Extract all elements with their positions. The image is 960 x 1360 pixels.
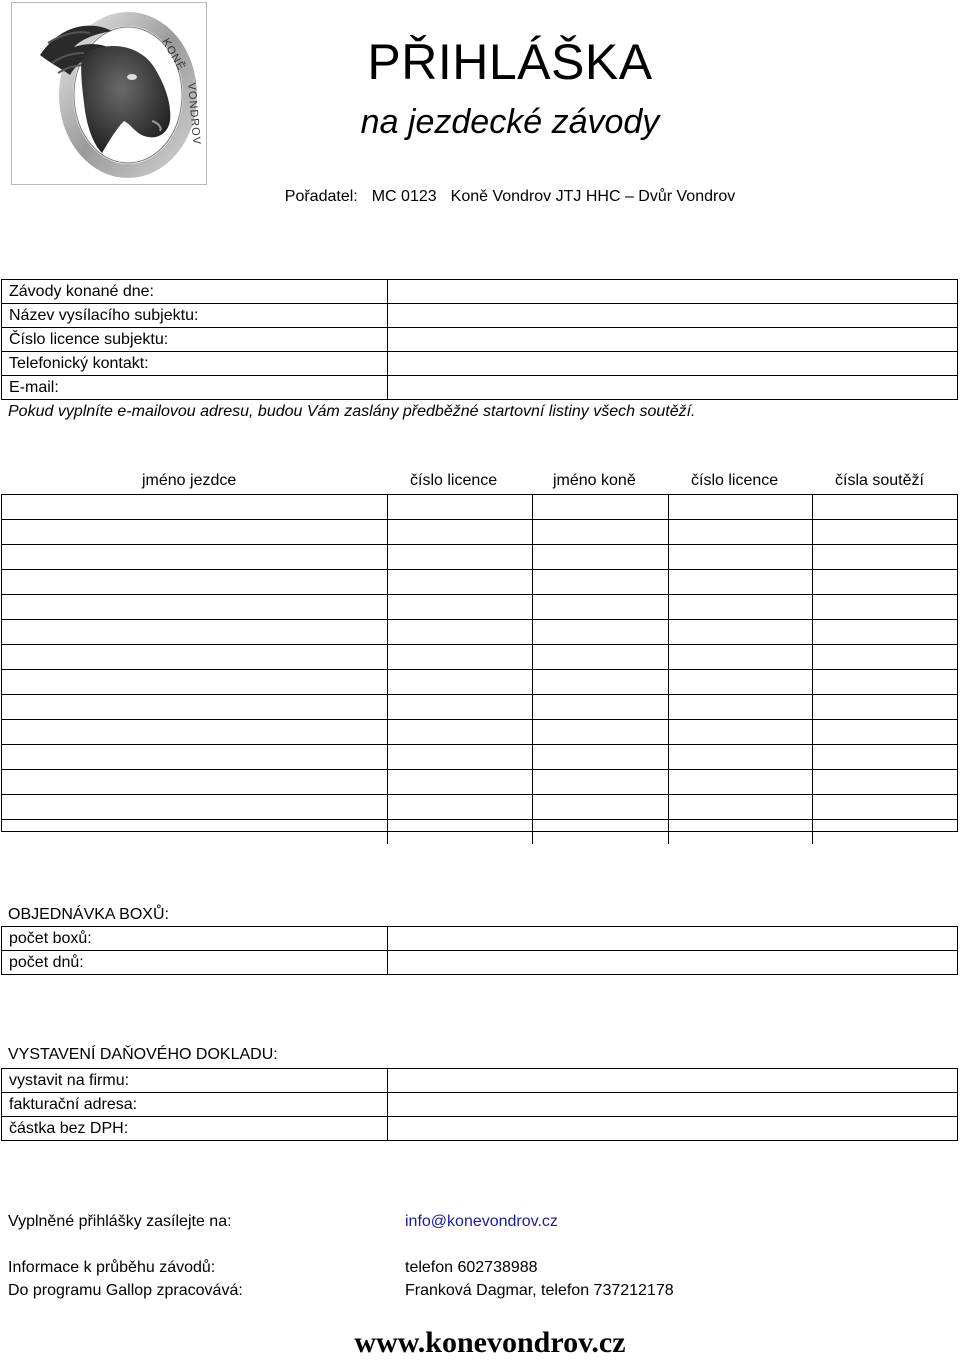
- competition-numbers-cell[interactable]: [813, 520, 957, 544]
- horse-licence-cell[interactable]: [669, 570, 813, 594]
- field-label: Závody konané dne:: [2, 280, 388, 303]
- horse-licence-cell[interactable]: [669, 645, 813, 669]
- competition-numbers-cell[interactable]: [813, 795, 957, 819]
- horse-name-cell[interactable]: [533, 595, 669, 619]
- table-row: [2, 769, 957, 794]
- rider-licence-cell[interactable]: [388, 595, 533, 619]
- field-row-phone: [2, 351, 957, 375]
- horse-name-cell[interactable]: [533, 720, 669, 744]
- field-label: Telefonický kontakt:: [2, 352, 388, 375]
- horse-licence-cell[interactable]: [669, 495, 813, 519]
- rider-licence-cell[interactable]: [388, 720, 533, 744]
- organizer-code: MC 0123: [371, 188, 437, 205]
- horse-name-cell[interactable]: [533, 745, 669, 769]
- table-row: [2, 794, 957, 819]
- competition-numbers-cell[interactable]: [813, 620, 957, 644]
- horse-name-cell[interactable]: [533, 695, 669, 719]
- rider-name-cell[interactable]: [2, 670, 388, 694]
- field-row-billing-address: [2, 1092, 957, 1116]
- table-row: [2, 644, 957, 669]
- horse-licence-cell[interactable]: [669, 620, 813, 644]
- field-row-day-count: [2, 950, 957, 974]
- svg-text:VONDROV: VONDROV: [185, 82, 203, 146]
- email-input[interactable]: [388, 376, 957, 399]
- table-row: [2, 619, 957, 644]
- company-input[interactable]: [388, 1069, 957, 1092]
- rider-name-cell[interactable]: [2, 545, 388, 569]
- table-row: [2, 694, 957, 719]
- form-title: PŘIHLÁŠKA: [367, 34, 653, 90]
- box-count-input[interactable]: [388, 927, 957, 950]
- riders-table: [1, 494, 958, 832]
- header-horse-licence: číslo licence: [691, 472, 779, 489]
- field-row-company: [2, 1069, 957, 1092]
- field-label: Číslo licence subjektu:: [2, 328, 388, 351]
- header-horse-name: jméno koně: [553, 472, 636, 489]
- race-info-label: Informace k průběhu závodů:: [8, 1259, 216, 1276]
- horse-licence-cell[interactable]: [669, 520, 813, 544]
- rider-licence-cell[interactable]: [388, 570, 533, 594]
- horse-name-cell[interactable]: [533, 520, 669, 544]
- subject-licence-input[interactable]: [388, 328, 957, 351]
- phone-input[interactable]: [388, 352, 957, 375]
- rider-name-cell[interactable]: [2, 595, 388, 619]
- rider-name-cell[interactable]: [2, 495, 388, 519]
- organizer-name: Koně Vondrov JTJ HHC – Dvůr Vondrov: [450, 188, 736, 205]
- competition-numbers-cell[interactable]: [813, 545, 957, 569]
- riders-table-header: [0, 470, 960, 492]
- email-note: Pokud vyplníte e-mailovou adresu, budou Vám zaslány předběžné startovní listiny všech soutěží.: [8, 403, 696, 420]
- table-row: [2, 569, 957, 594]
- horse-name-cell[interactable]: [533, 495, 669, 519]
- competition-numbers-cell[interactable]: [813, 695, 957, 719]
- horse-name-cell[interactable]: [533, 570, 669, 594]
- header-rider-name: jméno jezdce: [142, 472, 237, 489]
- header-competition-numbers: čísla soutěží: [835, 472, 924, 489]
- horse-licence-cell[interactable]: [669, 545, 813, 569]
- day-count-input[interactable]: [388, 951, 957, 974]
- billing-address-input[interactable]: [388, 1093, 957, 1116]
- organizer-label: Pořadatel:: [284, 188, 358, 205]
- horse-name-cell[interactable]: [533, 645, 669, 669]
- rider-licence-cell[interactable]: [388, 695, 533, 719]
- table-row: [2, 495, 957, 519]
- rider-licence-cell[interactable]: [388, 520, 533, 544]
- rider-name-cell[interactable]: [2, 745, 388, 769]
- rider-licence-cell[interactable]: [388, 795, 533, 819]
- rider-name-cell[interactable]: [2, 620, 388, 644]
- field-label: Název vysílacího subjektu:: [2, 304, 388, 327]
- horse-name-cell[interactable]: [533, 545, 669, 569]
- field-row-subject-name: [2, 303, 957, 327]
- form-subtitle: na jezdecké závody: [360, 103, 660, 141]
- rider-licence-cell[interactable]: [388, 620, 533, 644]
- race-info-phone: telefon 602738988: [405, 1259, 538, 1276]
- field-row-email: [2, 375, 957, 399]
- boxes-table: [1, 926, 958, 975]
- rider-licence-cell[interactable]: [388, 545, 533, 569]
- organizer-line: [200, 186, 820, 208]
- horse-name-cell[interactable]: [533, 770, 669, 794]
- horse-name-cell[interactable]: [533, 795, 669, 819]
- competition-numbers-cell[interactable]: [813, 645, 957, 669]
- website-link[interactable]: www.konevondrov.cz: [354, 1326, 626, 1359]
- horse-licence-cell[interactable]: [669, 820, 813, 844]
- horse-name-cell[interactable]: [533, 820, 669, 844]
- rider-name-cell[interactable]: [2, 645, 388, 669]
- competition-numbers-cell[interactable]: [813, 570, 957, 594]
- rider-licence-cell[interactable]: [388, 645, 533, 669]
- horse-licence-cell[interactable]: [669, 770, 813, 794]
- competition-numbers-cell[interactable]: [813, 770, 957, 794]
- horse-licence-cell[interactable]: [669, 745, 813, 769]
- competition-numbers-cell[interactable]: [813, 670, 957, 694]
- event-fields-table: [1, 279, 958, 400]
- table-row: [2, 669, 957, 694]
- horse-head-logo-icon: [12, 3, 206, 184]
- rider-licence-cell[interactable]: [388, 770, 533, 794]
- boxes-section-title: OBJEDNÁVKA BOXŮ:: [8, 906, 169, 923]
- table-row: [2, 744, 957, 769]
- competition-numbers-cell[interactable]: [813, 820, 957, 844]
- table-row: [2, 819, 957, 844]
- horse-licence-cell[interactable]: [669, 670, 813, 694]
- horse-licence-cell[interactable]: [669, 595, 813, 619]
- rider-name-cell[interactable]: [2, 695, 388, 719]
- program-processor-value: Franková Dagmar, telefon 737212178: [405, 1282, 674, 1299]
- rider-name-cell[interactable]: [2, 820, 388, 844]
- horse-licence-cell[interactable]: [669, 720, 813, 744]
- table-row: [2, 719, 957, 744]
- table-row: [2, 544, 957, 569]
- field-row-box-count: [2, 927, 957, 950]
- rider-name-cell[interactable]: [2, 770, 388, 794]
- rider-name-cell[interactable]: [2, 795, 388, 819]
- field-label: E-mail:: [2, 376, 388, 399]
- header-rider-licence: číslo licence: [410, 472, 498, 489]
- field-row-amount: [2, 1116, 957, 1140]
- competition-numbers-cell[interactable]: [813, 495, 957, 519]
- subject-name-input[interactable]: [388, 304, 957, 327]
- competition-numbers-cell[interactable]: [813, 595, 957, 619]
- field-label: fakturační adresa:: [2, 1093, 388, 1116]
- program-processor-label: Do programu Gallop zpracovává:: [8, 1282, 243, 1299]
- rider-licence-cell[interactable]: [388, 495, 533, 519]
- rider-name-cell[interactable]: [2, 720, 388, 744]
- logo: [11, 2, 207, 185]
- rider-licence-cell[interactable]: [388, 745, 533, 769]
- rider-licence-cell[interactable]: [388, 820, 533, 844]
- send-to-email-link[interactable]: info@konevondrov.cz: [405, 1213, 558, 1230]
- horse-licence-cell[interactable]: [669, 795, 813, 819]
- field-label: vystavit na firmu:: [2, 1069, 388, 1092]
- table-row: [2, 594, 957, 619]
- svg-text:KONĚ: KONĚ: [159, 36, 188, 73]
- amount-input[interactable]: [388, 1117, 957, 1140]
- send-to-label: Vyplněné přihlášky zasílejte na:: [8, 1213, 232, 1230]
- horse-name-cell[interactable]: [533, 620, 669, 644]
- field-label: částka bez DPH:: [2, 1117, 388, 1140]
- field-label: počet boxů:: [2, 927, 388, 950]
- date-input[interactable]: [388, 280, 957, 303]
- rider-name-cell[interactable]: [2, 520, 388, 544]
- rider-name-cell[interactable]: [2, 570, 388, 594]
- field-row-subject-licence: [2, 327, 957, 351]
- field-label: počet dnů:: [2, 951, 388, 974]
- invoice-table: [1, 1068, 958, 1141]
- horse-name-cell[interactable]: [533, 670, 669, 694]
- table-row: [2, 519, 957, 544]
- horse-licence-cell[interactable]: [669, 695, 813, 719]
- competition-numbers-cell[interactable]: [813, 720, 957, 744]
- rider-licence-cell[interactable]: [388, 670, 533, 694]
- invoice-section-title: VYSTAVENÍ DAŇOVÉHO DOKLADU:: [8, 1046, 278, 1063]
- field-row-date: [2, 280, 957, 303]
- competition-numbers-cell[interactable]: [813, 745, 957, 769]
